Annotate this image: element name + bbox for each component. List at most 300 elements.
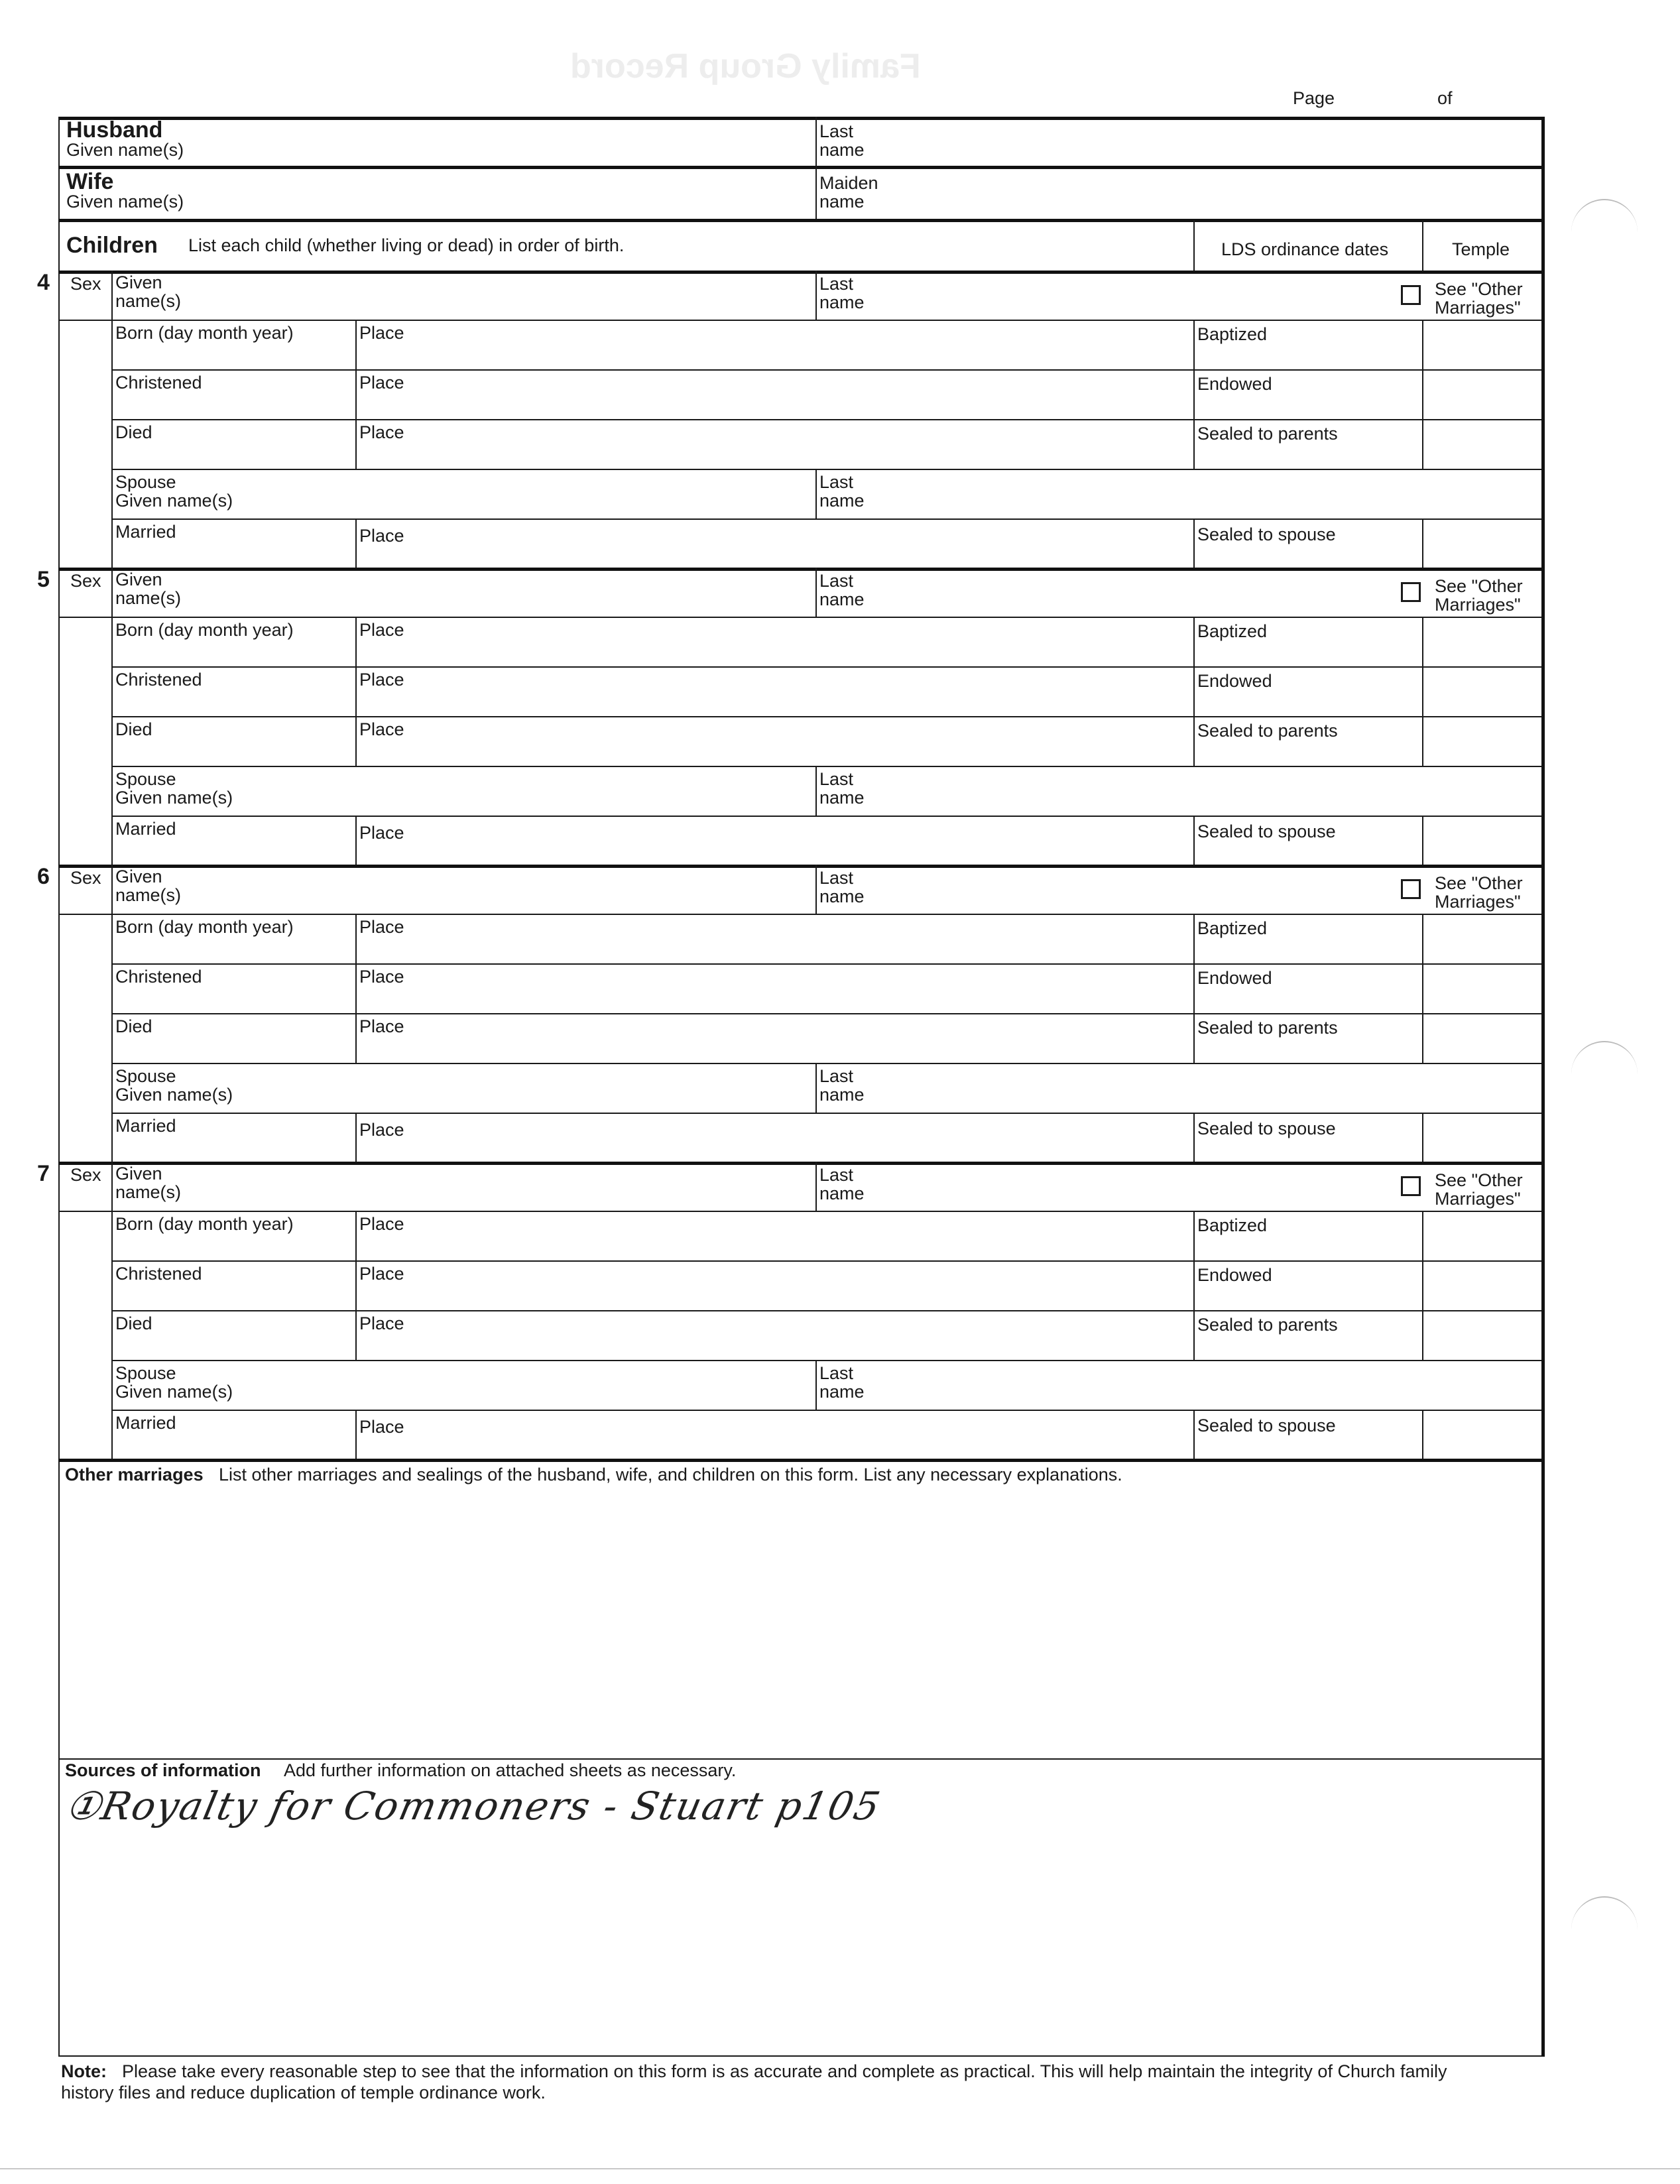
child-6-spouse-label: Spouse (115, 1066, 176, 1086)
child-6-born-place-field[interactable] (359, 938, 1188, 961)
note-line-1: Please take every reasonable step to see that the information on this form is as accurate and complete as practical. This will help maintain the integrity of Church family (122, 2061, 1447, 2081)
child-6-died-date-field[interactable] (115, 1037, 351, 1061)
child-6-christened-place-divider (355, 963, 357, 1013)
child-5-sex-column (111, 568, 113, 865)
child-6-married-temple-divider (1422, 1113, 1423, 1162)
child-6-died-row-bottom (111, 1063, 1541, 1064)
child-7-christened-temple-divider (1422, 1260, 1423, 1310)
child-7-married-place-divider (355, 1410, 357, 1459)
child-6-baptized-label: Baptized (1197, 918, 1268, 938)
child-7-see-other-marriages-label-2: Marriages" (1435, 1189, 1521, 1209)
child-5-married-place-divider (355, 816, 357, 865)
child-4-born-place-field[interactable] (359, 343, 1188, 367)
child-6-number: 6 (37, 864, 50, 889)
child-5-christened-lds-divider (1193, 666, 1195, 716)
child-5-married-place-label: Place (359, 823, 404, 843)
child-4-other-marriages-checkbox[interactable] (1401, 285, 1421, 305)
child-7-given-label: Given (115, 1164, 162, 1183)
child-7-number: 7 (37, 1161, 50, 1186)
child-7-died-place-label: Place (359, 1313, 404, 1333)
child-4-sealed-spouse-temple-field[interactable] (1425, 521, 1538, 566)
frame-bottom (58, 2055, 1541, 2057)
binder-hole-bottom (1571, 1896, 1638, 1937)
husband-given-label: Given name(s) (66, 140, 184, 160)
child-4-died-place-label: Place (359, 422, 404, 442)
wife-divider (815, 166, 817, 220)
wife-maiden-label-2: name (819, 192, 865, 212)
child-5-died-place-label: Place (359, 719, 404, 739)
child-7-given-label-2: name(s) (115, 1182, 182, 1202)
child-4-sealed-spouse-label: Sealed to spouse (1197, 524, 1336, 544)
child-5-sealed_parents-date-field[interactable] (1197, 741, 1419, 764)
child-7-christened-place-divider (355, 1260, 357, 1310)
child-5-baptized-date-field[interactable] (1197, 642, 1419, 664)
child-7-baptized-date-field[interactable] (1197, 1236, 1419, 1258)
child-7-given-field[interactable] (252, 1164, 809, 1208)
child-4-married-label: Married (115, 522, 176, 542)
child-4-christened-label: Christened (115, 373, 202, 393)
child-4-sealed_parents-temple-field[interactable] (1425, 422, 1538, 467)
husband-given-field[interactable] (252, 119, 809, 166)
child-7-sealed_parents-date-field[interactable] (1197, 1335, 1419, 1358)
child-5-given-label: Given (115, 570, 162, 589)
child-4-christened-place-divider (355, 369, 357, 419)
page-label: Page (1293, 88, 1335, 108)
child-5-last-label-2: name (819, 589, 865, 609)
child-6-died-place-label: Place (359, 1016, 404, 1036)
child-4-died-date-field[interactable] (115, 443, 351, 467)
child-5-given-field[interactable] (252, 570, 809, 614)
child-6-born-place-divider (355, 914, 357, 963)
child-7-baptized-temple-field[interactable] (1425, 1213, 1538, 1258)
child-6-christened-row-bottom (111, 1013, 1541, 1014)
child-5-christened-label: Christened (115, 670, 202, 690)
other-marriages-title: Other marriages (65, 1465, 204, 1485)
child-4-died-place-field[interactable] (359, 443, 1188, 467)
child-4-christened-temple-divider (1422, 369, 1423, 419)
child-4-born-date-field[interactable] (115, 343, 351, 367)
sources-top-line (58, 1758, 1541, 1760)
child-4-endowed-date-field[interactable] (1197, 394, 1419, 417)
child-7-born-place-field[interactable] (359, 1235, 1188, 1258)
child-7-sex-column (111, 1162, 113, 1459)
child-7-sealed-spouse-label: Sealed to spouse (1197, 1416, 1336, 1435)
husband-last-label-2: name (819, 140, 865, 160)
child-4-died-row-bottom (111, 469, 1541, 470)
child-7-married-place-label: Place (359, 1417, 404, 1437)
child-7-married-date-field[interactable] (115, 1433, 351, 1457)
child-7-christened-label: Christened (115, 1264, 202, 1284)
child-4-given-label-2: name(s) (115, 291, 182, 311)
husband-last-label: Last (819, 121, 854, 141)
child-5-died-place-divider (355, 716, 357, 766)
child-7-spouse-row-bottom (111, 1410, 1541, 1411)
child-5-married-label: Married (115, 819, 176, 839)
child-5-other-marriages-checkbox[interactable] (1401, 582, 1421, 602)
child-6-christened-lds-divider (1193, 963, 1195, 1013)
child-5-sealed_parents-label: Sealed to parents (1197, 721, 1338, 741)
child-7-born-row-bottom (111, 1260, 1541, 1262)
child-5-born-date-field[interactable] (115, 640, 351, 664)
child-4-married-place-divider (355, 518, 357, 568)
child-7-married-temple-divider (1422, 1410, 1423, 1459)
child-4-married-date-field[interactable] (115, 542, 351, 566)
child-5-born-place-field[interactable] (359, 640, 1188, 664)
child-7-baptized-label: Baptized (1197, 1215, 1268, 1235)
child-5-spouse-last-field[interactable] (895, 768, 1531, 812)
child-4-spouse-last-label-2: name (819, 491, 865, 511)
page-edge (0, 2168, 1680, 2169)
child-6-died-temple-divider (1422, 1013, 1423, 1063)
child-6-married-lds-divider (1193, 1113, 1195, 1162)
child-4-sex-label: Sex (70, 274, 101, 294)
child-7-spouse-label: Spouse (115, 1363, 176, 1383)
child-5-row1-bottom (58, 617, 1541, 618)
child-7-spouse-given-field[interactable] (278, 1363, 809, 1406)
of-label: of (1437, 88, 1453, 108)
frame-left (58, 117, 60, 2057)
child-5-born-label: Born (day month year) (115, 620, 294, 640)
sources-area[interactable] (61, 1843, 1539, 2055)
child-4-sealed_parents-label: Sealed to parents (1197, 424, 1338, 444)
child-4-spouse-divider (815, 469, 817, 518)
child-6-see-other-marriages-label: See "Other (1435, 873, 1523, 893)
child-4-born-place-label: Place (359, 323, 404, 343)
child-5-endowed-temple-field[interactable] (1425, 669, 1538, 714)
wife-given-label: Given name(s) (66, 192, 184, 212)
child-4-born-label: Born (day month year) (115, 323, 294, 343)
child-4-last-label-2: name (819, 292, 865, 312)
child-5-spouse-divider (815, 766, 817, 816)
child-6-sealed-spouse-temple-field[interactable] (1425, 1115, 1538, 1160)
child-5-see-other-marriages-label-2: Marriages" (1435, 595, 1521, 615)
child-5-died-row-bottom (111, 766, 1541, 767)
child-5-last-label: Last (819, 571, 854, 591)
child-4-last-label: Last (819, 274, 854, 294)
child-5-died-date-field[interactable] (115, 740, 351, 764)
child-4-christened-lds-divider (1193, 369, 1195, 419)
child-5-born-place-divider (355, 617, 357, 666)
child-4-married-place-field[interactable] (359, 545, 1188, 566)
child-7-died-lds-divider (1193, 1310, 1195, 1360)
child-5-married-date-field[interactable] (115, 839, 351, 863)
child-7-spouse-last-label-2: name (819, 1382, 865, 1402)
child-7-last-label-2: name (819, 1183, 865, 1203)
child-5-sealed-spouse-temple-field[interactable] (1425, 818, 1538, 863)
child-6-given-label: Given (115, 867, 162, 886)
child-4-given-field[interactable] (252, 273, 809, 317)
child-6-died-lds-divider (1193, 1013, 1195, 1063)
husband-last-field[interactable] (895, 119, 1531, 166)
child-4-died-temple-divider (1422, 419, 1423, 469)
child-6-sealed_parents-date-field[interactable] (1197, 1038, 1419, 1061)
other-marriages-instruction: List other marriages and sealings of the husband, wife, and children on this form. List any necessary explanations. (219, 1465, 1122, 1485)
child-5-spouse-given-label: Given name(s) (115, 788, 233, 808)
child-4-married-temple-divider (1422, 518, 1423, 568)
header-divider-lds (1193, 220, 1195, 272)
child-4-spouse-given-label: Given name(s) (115, 491, 233, 511)
child-7-born-temple-divider (1422, 1211, 1423, 1260)
child-6-died-place-field[interactable] (359, 1037, 1188, 1061)
child-6-born-place-label: Place (359, 917, 404, 937)
temple-label: Temple (1452, 239, 1510, 259)
child-4-christened-row-bottom (111, 419, 1541, 420)
child-6-endowed-label: Endowed (1197, 968, 1272, 988)
child-4-spouse-last-label: Last (819, 472, 854, 492)
binder-hole-middle (1571, 1041, 1638, 1082)
child-5-sealed-spouse-label: Sealed to spouse (1197, 821, 1336, 841)
child-4-baptized-label: Baptized (1197, 324, 1268, 344)
child-5-died-temple-divider (1422, 716, 1423, 766)
child-4-spouse-given-field[interactable] (278, 471, 809, 515)
child-6-baptized-temple-field[interactable] (1425, 916, 1538, 961)
child-7-christened-lds-divider (1193, 1260, 1195, 1310)
child-7-died-date-field[interactable] (115, 1334, 351, 1358)
child-7-died-label: Died (115, 1313, 152, 1333)
husband-title: Husband (66, 117, 163, 143)
child-6-sex-column (111, 865, 113, 1162)
child-7-given-divider (815, 1162, 817, 1211)
child-5-christened-row-bottom (111, 716, 1541, 717)
wife-bottom (58, 219, 1541, 222)
child-4-sealed-spouse-date-field[interactable] (1197, 545, 1419, 566)
child-7-died-place-field[interactable] (359, 1334, 1188, 1358)
child-5-sex-label: Sex (70, 571, 101, 591)
child-6-given-field[interactable] (252, 867, 809, 911)
child-5-see-other-marriages-label: See "Other (1435, 576, 1523, 596)
child-7-endowed-date-field[interactable] (1197, 1286, 1419, 1308)
child-5-married-lds-divider (1193, 816, 1195, 865)
child-6-spouse-given-field[interactable] (278, 1065, 809, 1109)
child-6-born-temple-divider (1422, 914, 1423, 963)
child-5-died-label: Died (115, 719, 152, 739)
child-6-born-row-bottom (111, 963, 1541, 965)
child-4-sealed_parents-date-field[interactable] (1197, 444, 1419, 467)
child-7-christened-date-field[interactable] (115, 1284, 351, 1308)
child-4-died-label: Died (115, 422, 152, 442)
child-5-born-temple-divider (1422, 617, 1423, 666)
husband-bottom (58, 166, 1541, 169)
child-7-christened-place-label: Place (359, 1264, 404, 1284)
child-6-sealed_parents-label: Sealed to parents (1197, 1018, 1338, 1038)
child-5-spouse-last-label-2: name (819, 788, 865, 808)
child-7-sealed-spouse-temple-field[interactable] (1425, 1412, 1538, 1457)
child-6-endowed-temple-field[interactable] (1425, 966, 1538, 1011)
child-4-died-place-divider (355, 419, 357, 469)
child-6-born-date-field[interactable] (115, 938, 351, 961)
child-5-number: 5 (37, 567, 50, 592)
child-5-married-place-field[interactable] (359, 842, 1188, 863)
child-7-last-field[interactable] (895, 1164, 1386, 1208)
child-5-spouse-label: Spouse (115, 769, 176, 789)
child-6-last-label: Last (819, 868, 854, 888)
child-6-married-place-divider (355, 1113, 357, 1162)
child-7-block-bottom (58, 1459, 1541, 1462)
child-7-see-other-marriages-label: See "Other (1435, 1170, 1523, 1190)
child-5-died-lds-divider (1193, 716, 1195, 766)
child-7-endowed-temple-field[interactable] (1425, 1263, 1538, 1308)
child-6-sex-label: Sex (70, 868, 101, 888)
husband-divider (815, 117, 817, 167)
child-4-born-lds-divider (1193, 320, 1195, 369)
child-4-spouse-last-field[interactable] (895, 471, 1531, 515)
wife-given-field[interactable] (252, 170, 809, 216)
child-4-baptized-temple-field[interactable] (1425, 322, 1538, 367)
child-6-married-place-field[interactable] (359, 1139, 1188, 1160)
child-5-sealed_parents-temple-field[interactable] (1425, 719, 1538, 764)
child-7-born-lds-divider (1193, 1211, 1195, 1260)
child-6-last-field[interactable] (895, 867, 1386, 911)
child-7-married-label: Married (115, 1413, 176, 1433)
child-7-sealed_parents-label: Sealed to parents (1197, 1315, 1338, 1335)
child-6-see-other-marriages-label-2: Marriages" (1435, 892, 1521, 912)
binder-hole-top (1571, 199, 1638, 240)
child-4-endowed-label: Endowed (1197, 374, 1272, 394)
child-5-spouse-given-field[interactable] (278, 768, 809, 812)
child-7-born-label: Born (day month year) (115, 1214, 294, 1234)
child-4-spouse-row-bottom (111, 518, 1541, 520)
child-6-christened-place-label: Place (359, 967, 404, 987)
child-4-sex-column (111, 271, 113, 568)
child-5-died-place-field[interactable] (359, 740, 1188, 764)
child-5-christened-place-label: Place (359, 670, 404, 690)
child-4-spouse-label: Spouse (115, 472, 176, 492)
child-5-born-place-label: Place (359, 620, 404, 640)
child-6-other-marriages-checkbox[interactable] (1401, 879, 1421, 899)
child-6-given-divider (815, 865, 817, 914)
child-6-sealed-spouse-date-field[interactable] (1197, 1139, 1419, 1160)
child-7-born-place-divider (355, 1211, 357, 1260)
frame-right (1541, 117, 1545, 2057)
child-6-married-date-field[interactable] (115, 1136, 351, 1160)
sources-handwritten-entry: ①Royalty for Commoners - Stuart p105 (61, 1784, 885, 1829)
child-6-spouse-last-label-2: name (819, 1085, 865, 1105)
child-4-christened-date-field[interactable] (115, 393, 351, 417)
child-7-sealed-spouse-date-field[interactable] (1197, 1436, 1419, 1457)
child-4-see-other-marriages-label-2: Marriages" (1435, 298, 1521, 318)
child-5-given-label-2: name(s) (115, 588, 182, 608)
child-5-given-divider (815, 568, 817, 617)
child-7-died-row-bottom (111, 1360, 1541, 1361)
child-7-spouse-given-label: Given name(s) (115, 1382, 233, 1402)
child-7-married-lds-divider (1193, 1410, 1195, 1459)
child-7-other-marriages-checkbox[interactable] (1401, 1176, 1421, 1196)
child-6-christened-label: Christened (115, 967, 202, 987)
child-4-given-label: Given (115, 273, 162, 292)
child-7-died-temple-divider (1422, 1310, 1423, 1360)
child-6-row1-bottom (58, 914, 1541, 915)
child-5-christened-place-divider (355, 666, 357, 716)
child-7-spouse-last-field[interactable] (895, 1363, 1531, 1406)
child-5-christened-temple-divider (1422, 666, 1423, 716)
child-5-christened-place-field[interactable] (359, 690, 1188, 714)
bleed-through-title: Family Group Record (570, 47, 921, 86)
child-7-died-place-divider (355, 1310, 357, 1360)
wife-maiden-field[interactable] (895, 170, 1531, 216)
child-6-christened-place-field[interactable] (359, 987, 1188, 1011)
child-6-given-label-2: name(s) (115, 885, 182, 905)
child-5-endowed-label: Endowed (1197, 671, 1272, 691)
child-4-last-field[interactable] (895, 273, 1386, 317)
children-instruction: List each child (whether living or dead) in order of birth. (188, 235, 625, 255)
child-6-spouse-given-label: Given name(s) (115, 1085, 233, 1105)
note-label: Note: (61, 2061, 107, 2081)
child-4-baptized-date-field[interactable] (1197, 345, 1419, 367)
child-5-endowed-date-field[interactable] (1197, 692, 1419, 714)
child-4-number: 4 (37, 270, 50, 295)
child-7-spouse-last-label: Last (819, 1363, 854, 1383)
child-6-married-place-label: Place (359, 1120, 404, 1140)
child-5-married-temple-divider (1422, 816, 1423, 865)
child-7-born-place-label: Place (359, 1214, 404, 1234)
child-4-row1-bottom (58, 320, 1541, 321)
child-7-row1-bottom (58, 1211, 1541, 1212)
child-7-last-label: Last (819, 1165, 854, 1185)
child-7-married-place-field[interactable] (359, 1436, 1188, 1457)
child-4-died-lds-divider (1193, 419, 1195, 469)
lds-ordinance-dates-label: LDS ordinance dates (1221, 239, 1389, 259)
child-6-baptized-date-field[interactable] (1197, 939, 1419, 961)
child-7-christened-row-bottom (111, 1310, 1541, 1311)
note-line-2: history files and reduce duplication of temple ordinance work. (61, 2083, 546, 2102)
child-6-christened-temple-divider (1422, 963, 1423, 1013)
child-6-spouse-divider (815, 1063, 817, 1113)
child-5-spouse-row-bottom (111, 816, 1541, 817)
child-5-baptized-label: Baptized (1197, 621, 1268, 641)
child-7-born-date-field[interactable] (115, 1235, 351, 1258)
child-4-born-temple-divider (1422, 320, 1423, 369)
child-5-born-lds-divider (1193, 617, 1195, 666)
child-6-sealed_parents-temple-field[interactable] (1425, 1016, 1538, 1061)
child-4-see-other-marriages-label: See "Other (1435, 279, 1523, 299)
child-6-died-place-divider (355, 1013, 357, 1063)
children-title: Children (66, 233, 158, 258)
child-6-christened-date-field[interactable] (115, 987, 351, 1011)
wife-title: Wife (66, 169, 114, 194)
child-4-born-place-divider (355, 320, 357, 369)
wife-maiden-label: Maiden (819, 173, 878, 193)
child-4-endowed-temple-field[interactable] (1425, 372, 1538, 417)
sources-title: Sources of information (65, 1760, 261, 1780)
child-7-sex-label: Sex (70, 1165, 101, 1185)
child-4-married-place-label: Place (359, 526, 404, 546)
child-4-given-divider (815, 271, 817, 320)
child-6-died-label: Died (115, 1016, 152, 1036)
child-5-christened-date-field[interactable] (115, 690, 351, 714)
child-5-last-field[interactable] (895, 570, 1386, 614)
child-7-endowed-label: Endowed (1197, 1265, 1272, 1285)
child-4-born-row-bottom (111, 369, 1541, 371)
child-6-sealed-spouse-label: Sealed to spouse (1197, 1119, 1336, 1138)
child-6-spouse-last-label: Last (819, 1066, 854, 1086)
header-divider-temple (1422, 220, 1423, 272)
child-5-sealed-spouse-date-field[interactable] (1197, 842, 1419, 863)
child-5-born-row-bottom (111, 666, 1541, 668)
child-6-spouse-last-field[interactable] (895, 1065, 1531, 1109)
child-6-endowed-date-field[interactable] (1197, 989, 1419, 1011)
child-7-christened-place-field[interactable] (359, 1284, 1188, 1308)
child-7-spouse-divider (815, 1360, 817, 1410)
sources-instruction: Add further information on attached sheets as necessary. (284, 1760, 737, 1780)
child-6-spouse-row-bottom (111, 1113, 1541, 1114)
child-4-christened-place-field[interactable] (359, 393, 1188, 417)
child-7-sealed_parents-temple-field[interactable] (1425, 1313, 1538, 1358)
child-5-spouse-last-label: Last (819, 769, 854, 789)
other-marriages-area[interactable] (61, 1492, 1539, 1757)
child-5-baptized-temple-field[interactable] (1425, 619, 1538, 664)
child-6-born-lds-divider (1193, 914, 1195, 963)
child-6-born-label: Born (day month year) (115, 917, 294, 937)
